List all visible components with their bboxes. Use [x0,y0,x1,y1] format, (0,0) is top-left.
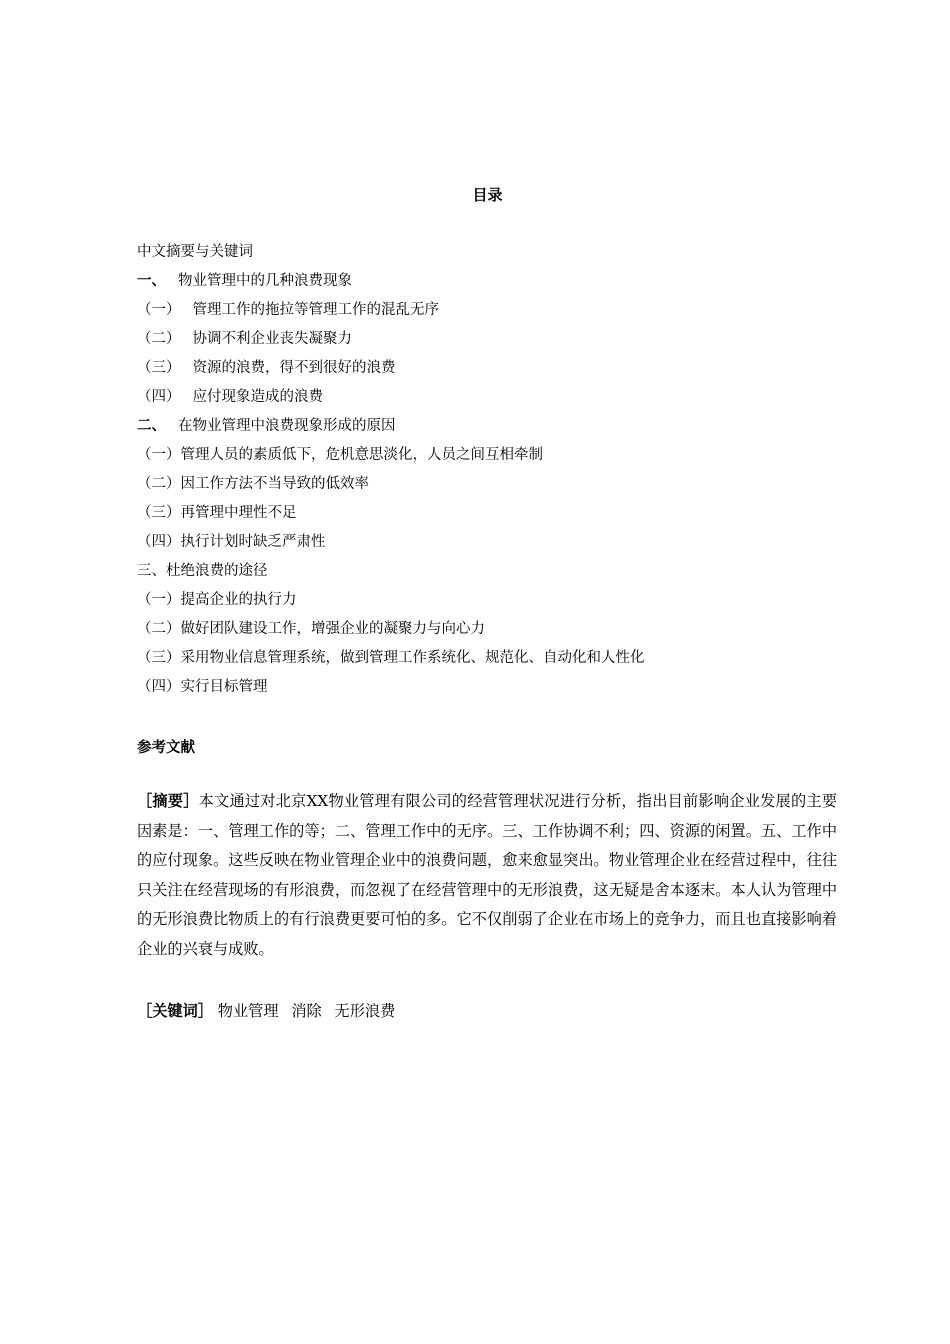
toc-entry-text: 三、杜绝浪费的途径 [137,563,268,579]
toc-entry [137,385,857,414]
toc-entry-text: 做好团队建设工作，增强企业的凝聚力与向心力 [180,621,485,637]
references-heading: 参考文献 [137,740,195,756]
toc-entry-text: 管理人员的素质低下，危机意思淡化，人员之间互相牵制 [180,447,543,463]
toc-entry [137,269,857,298]
toc-entry-text: 协调不利企业丧失凝聚力 [192,331,352,347]
toc-entry [137,588,857,617]
toc-entry-text: 在物业管理中浪费现象形成的原因 [178,418,396,434]
toc-entry [137,356,857,385]
toc-entry [137,414,857,443]
toc-entry [137,327,857,356]
toc-title: 目录 [472,186,503,204]
toc-entry [137,675,857,704]
toc-entry-number: （二） [137,476,181,492]
keywords-label: ［关键词］ [137,1002,213,1020]
toc-entry-text: 采用物业信息管理系统，做到管理工作系统化、规范化、自动化和人性化 [180,650,645,666]
abstract-text: 本文通过对北京XX物业管理有限公司的经营管理状况进行分析，指出目前影响企业发展的主要因素是：一、管理工作的等；二、管理工作中的无序。三、工作协调不利；四、资源的闲置。五、工作中的应付现象。这些反映在物业管理企业中的浪费问题，愈来愈显突出。物业管理企业在经营过程中，往往只关注在经营现场的有形浪费，而忽视了在经营管理中的无形浪费，这无疑是舍本逐末。本人认为管理中的无形浪费比物质上的有行浪费更要可怕的多。它不仅削弱了企业在市场上的竞争力，而且也直接影响着企业的兴衰与成败。 [137,792,838,958]
toc-entry-text: 因工作方法不当导致的低效率 [180,476,369,492]
toc-entry-number: （二） [137,331,181,347]
toc-entry-text: 管理工作的拖拉等管理工作的混乱无序 [192,302,439,318]
toc-entry-number: （三） [137,650,181,666]
toc-entry [137,443,857,472]
toc-entry [137,646,857,675]
toc-entry-number: 二、 [137,417,166,434]
toc-entry-text: 提高企业的执行力 [180,592,297,608]
toc-entry-number: 一、 [137,272,166,289]
toc-entry-text: 再管理中理性不足 [180,505,297,521]
keyword: 消除 [291,1002,322,1020]
toc-entry-text: 执行计划时缺乏严肃性 [180,534,326,550]
abstract-label: ［摘要］ [137,792,199,810]
toc-entry-number: （四） [137,679,181,695]
toc-entry-number: （一） [137,302,181,318]
toc-entry-number: （三） [137,360,181,376]
toc-entry-number: （一） [137,592,181,608]
abstract-paragraph [137,787,837,964]
toc-entry [137,559,857,588]
toc-entry [137,501,857,530]
keyword: 无形浪费 [334,1002,396,1020]
keyword: 物业管理 [217,1002,279,1020]
toc-entry [137,240,857,269]
toc-entry-number: （四） [137,534,181,550]
toc-entry-text: 中文摘要与关键词 [137,244,253,260]
toc-entry-text: 物业管理中的几种浪费现象 [178,273,352,289]
toc-entry [137,472,857,501]
toc-entry [137,617,857,646]
toc-entry-number: （二） [137,621,181,637]
toc-entry [137,530,857,559]
toc-entry-number: （四） [137,389,181,405]
toc-entry-text: 实行目标管理 [180,679,268,695]
toc-entry-number: （一） [137,447,181,463]
toc-entry [137,298,857,327]
toc-entry-number: （三） [137,505,181,521]
toc-entry-text: 资源的浪费，得不到很好的浪费 [192,360,396,376]
keywords-line [137,999,403,1023]
toc-entry-text: 应付现象造成的浪费 [192,389,323,405]
table-of-contents [137,240,857,704]
